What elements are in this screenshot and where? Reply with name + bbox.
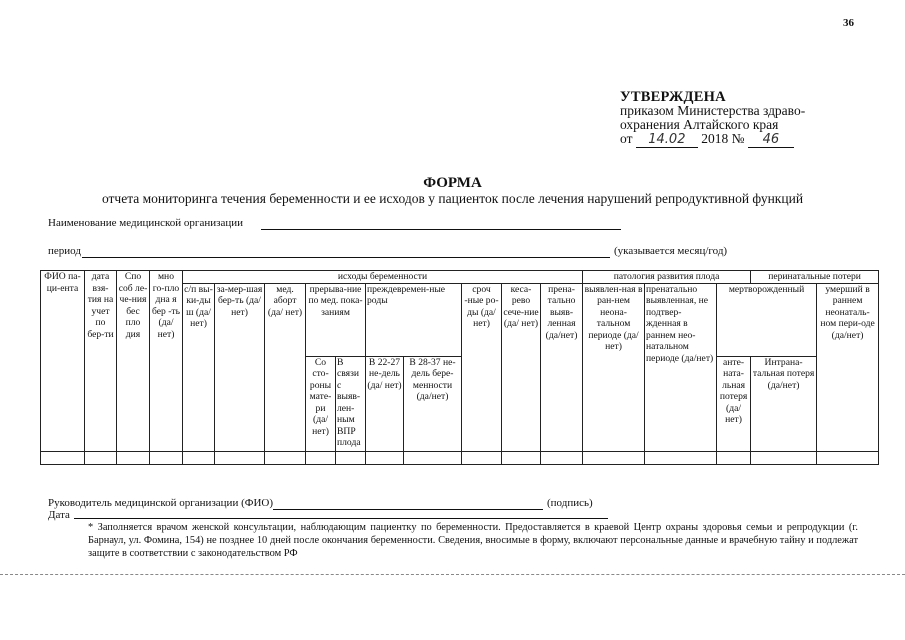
approval-line1: приказом Министерства здраво- — [620, 103, 806, 118]
group-perinatal: перинатальные потери — [751, 271, 879, 284]
org-field[interactable] — [261, 219, 621, 230]
from-label: от — [620, 131, 633, 146]
date-handwritten: 14.02 — [648, 132, 686, 147]
date-label: Дата — [48, 509, 70, 521]
approval-date-line — [620, 132, 850, 148]
cell-preterm-22[interactable] — [366, 451, 404, 464]
number-handwritten: 46 — [762, 132, 780, 147]
approval-line2: охранения Алтайского края — [620, 117, 779, 132]
group-pathology: патология развития плода — [583, 271, 751, 284]
scan-edge-divider — [0, 574, 905, 575]
head-field[interactable] — [273, 499, 543, 510]
col-fio: ФИО па-ци-ента — [41, 271, 85, 452]
cell-method[interactable] — [117, 451, 150, 464]
period-hint: (указывается месяц/год) — [614, 245, 728, 257]
col-multiple: мно го-пло дна я бер -ть (да/ нет) — [150, 271, 183, 452]
head-label: Руководитель медицинской организации (ФИО) — [48, 497, 273, 509]
col-abort: мед. аборт (да/ нет) — [265, 283, 306, 451]
cell-abort[interactable] — [265, 451, 306, 464]
table-row — [41, 451, 879, 464]
cell-antenatal[interactable] — [717, 451, 751, 464]
cell-died[interactable] — [817, 451, 879, 464]
approval-block — [620, 90, 850, 148]
col-method: Спо соб ле-че-ния бес пло дия — [117, 271, 150, 452]
col-intranatal: Интрана-тальная потеря (да/нет) — [751, 356, 817, 451]
org-label: Наименование медицинской организации — [48, 217, 243, 229]
col-antenatal: анте-ната-льная потеря (да/ нет) — [717, 356, 751, 451]
date-field[interactable] — [74, 510, 608, 519]
col-cesarean: кеса-рево сече-ние (да/ нет) — [502, 283, 541, 451]
col-term: сроч -ные ро-ды (да/нет) — [462, 283, 502, 451]
cell-date[interactable] — [85, 451, 117, 464]
cell-fio[interactable] — [41, 451, 85, 464]
cell-interrupt-mother[interactable] — [306, 451, 336, 464]
cell-frozen[interactable] — [215, 451, 265, 464]
period-field[interactable] — [82, 247, 610, 258]
monitoring-table — [40, 270, 879, 465]
col-unconfirmed: пренатально выявленная, не подтвер-жденная в раннем нео-натальном периоде (да/нет) — [645, 283, 717, 451]
col-neonatal: выявлен-ная в ран-нем неона-тальном периоде (да/нет) — [583, 283, 645, 451]
col-interrupt-mother: Со сто-роны мате-ри (да/ нет) — [306, 356, 336, 451]
col-date: дата взя-тия на учет по бер-ти — [85, 271, 117, 452]
footnote: * Заполняется врачом женской консультации, наблюдающим пациентку по беременности. Предоставляется в краевой Центр охраны здоровья семьи и репродукции (г. Барнаул, ул. Фомина, 154) не позднее 10 дней после окончания беременности. Сведения, вносимые в форму, включают персональные данные и врачебную тайну и подлежат защите в соответствии с законодательством РФ — [88, 522, 858, 559]
col-prenatal: прена-тально выяв-ленная (да/нет) — [541, 283, 583, 451]
col-miscarriage: с/п вы-ки-ды ш (да/ нет) — [183, 283, 215, 451]
col-interrupt-vpr: В связи с выяв-лен-ным ВПР плода — [336, 356, 366, 451]
col-preterm: преждевремен-ные роды — [366, 283, 462, 356]
group-outcomes: исходы беременности — [183, 271, 583, 284]
col-preterm-28: В 28-37 не-дель бере-менности (да/нет) — [404, 356, 462, 451]
page-number: 36 — [843, 17, 854, 29]
col-stillborn: мертворожденный — [717, 283, 817, 356]
col-preterm-22: В 22-27 не-дель (да/ нет) — [366, 356, 404, 451]
approval-heading: УТВЕРЖДЕНА — [620, 89, 726, 105]
col-died: умерший в раннем неонаталь-ном пери-оде (да/нет) — [817, 283, 879, 451]
form-title: ФОРМА — [423, 175, 482, 191]
cell-multiple[interactable] — [150, 451, 183, 464]
cell-interrupt-vpr[interactable] — [336, 451, 366, 464]
period-label: период — [48, 245, 81, 257]
signature-label: (подпись) — [547, 497, 593, 509]
cell-intranatal[interactable] — [751, 451, 817, 464]
cell-unconfirmed[interactable] — [645, 451, 717, 464]
col-frozen: за-мер-шая бер-ть (да/нет) — [215, 283, 265, 451]
cell-prenatal[interactable] — [541, 451, 583, 464]
year-number-label: 2018 № — [701, 131, 745, 146]
cell-term[interactable] — [462, 451, 502, 464]
form-subtitle: отчета мониторинга течения беременности и ее исходов у пациенток после лечения нарушений репродуктивной функций — [101, 191, 804, 206]
col-interrupt: прерыва-ние по мед. пока-заниям — [306, 283, 366, 356]
cell-neonatal[interactable] — [583, 451, 645, 464]
cell-preterm-28[interactable] — [404, 451, 462, 464]
cell-cesarean[interactable] — [502, 451, 541, 464]
cell-miscarriage[interactable] — [183, 451, 215, 464]
